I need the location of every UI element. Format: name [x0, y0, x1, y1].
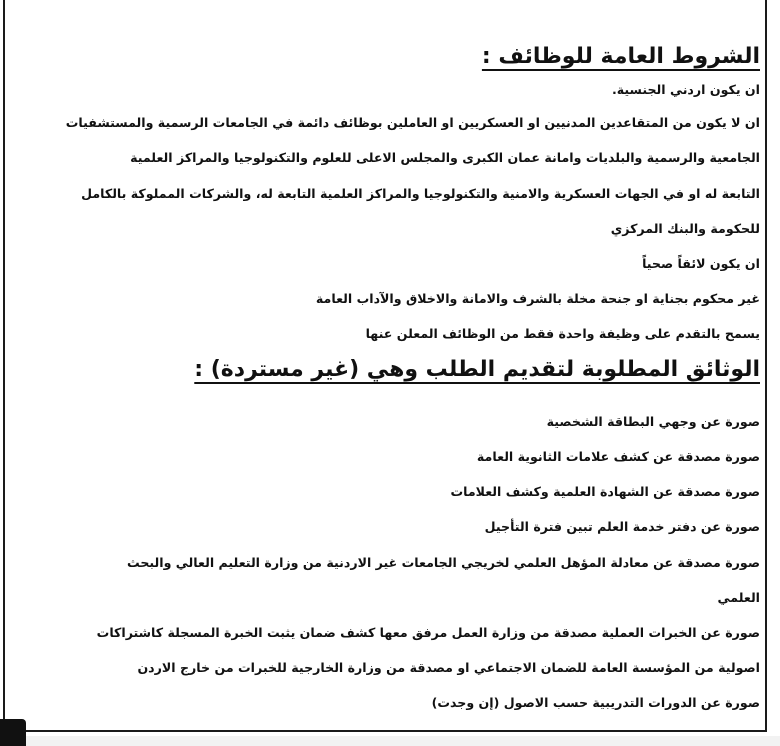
document-line: صورة مصدقة عن كشف علامات الثانوية العامة: [476, 449, 760, 464]
document-line: صورة عن الدورات التدريبية حسب الاصول (إن وجدت): [431, 695, 760, 710]
condition-line: غير محكوم بجناية او جنحة مخلة بالشرف والامانة والاخلاق والآداب العامة: [315, 291, 760, 306]
document-line: اصولية من المؤسسة العامة للضمان الاجتماعي او مصدقة من وزارة الخارجية للخبرات من خارج الاردن: [137, 660, 760, 675]
condition-line: للحكومة والبنك المركزي: [610, 221, 760, 236]
condition-line: ان يكون اردني الجنسية.: [611, 82, 760, 97]
document-line: صورة عن الخبرات العملية مصدقة من وزارة العمل مرفق معها كشف ضمان يثبت الخبرة المسجلة كاشتراكات: [96, 625, 760, 640]
condition-line: التابعة له او في الجهات العسكرية والامنية والتكنولوجيا والمراكز العلمية التابعة له، والشركات المملوكة بالكامل: [81, 186, 760, 201]
section-title-required-documents: الوثائق المطلوبة لتقديم الطلب وهي (غير مستردة) :: [194, 357, 760, 382]
condition-line: ان لا يكون من المتقاعدين المدنيين او العسكريين او العاملين بوظائف دائمة في الجامعات الرسمية والمستشفيات: [65, 115, 760, 130]
document-line: صورة مصدقة عن الشهادة العلمية وكشف العلامات: [450, 484, 760, 499]
document-line: صورة مصدقة عن معادلة المؤهل العلمي لخريجي الجامعات غير الاردنية من وزارة التعليم العالي والبحث: [127, 555, 760, 570]
condition-line: ان يكون لائقاً صحياً: [642, 256, 760, 271]
bottom-strip: [0, 736, 780, 746]
condition-line: يسمح بالتقدم على وظيفة واحدة فقط من الوظائف المعلن عنها: [365, 326, 760, 341]
document-line: العلمي: [717, 590, 760, 605]
condition-line: الجامعية والرسمية والبلديات وامانة عمان الكبرى والمجلس الاعلى للعلوم والتكنولوجيا والمراكز العلمية: [130, 150, 760, 165]
corner-block: [0, 719, 26, 746]
section-title-general-conditions: الشروط العامة للوظائف :: [481, 44, 760, 69]
document-line: صورة عن وجهي البطاقة الشخصية: [546, 414, 760, 429]
document-line: صورة عن دفتر خدمة العلم تبين فترة التأجيل: [484, 519, 760, 534]
